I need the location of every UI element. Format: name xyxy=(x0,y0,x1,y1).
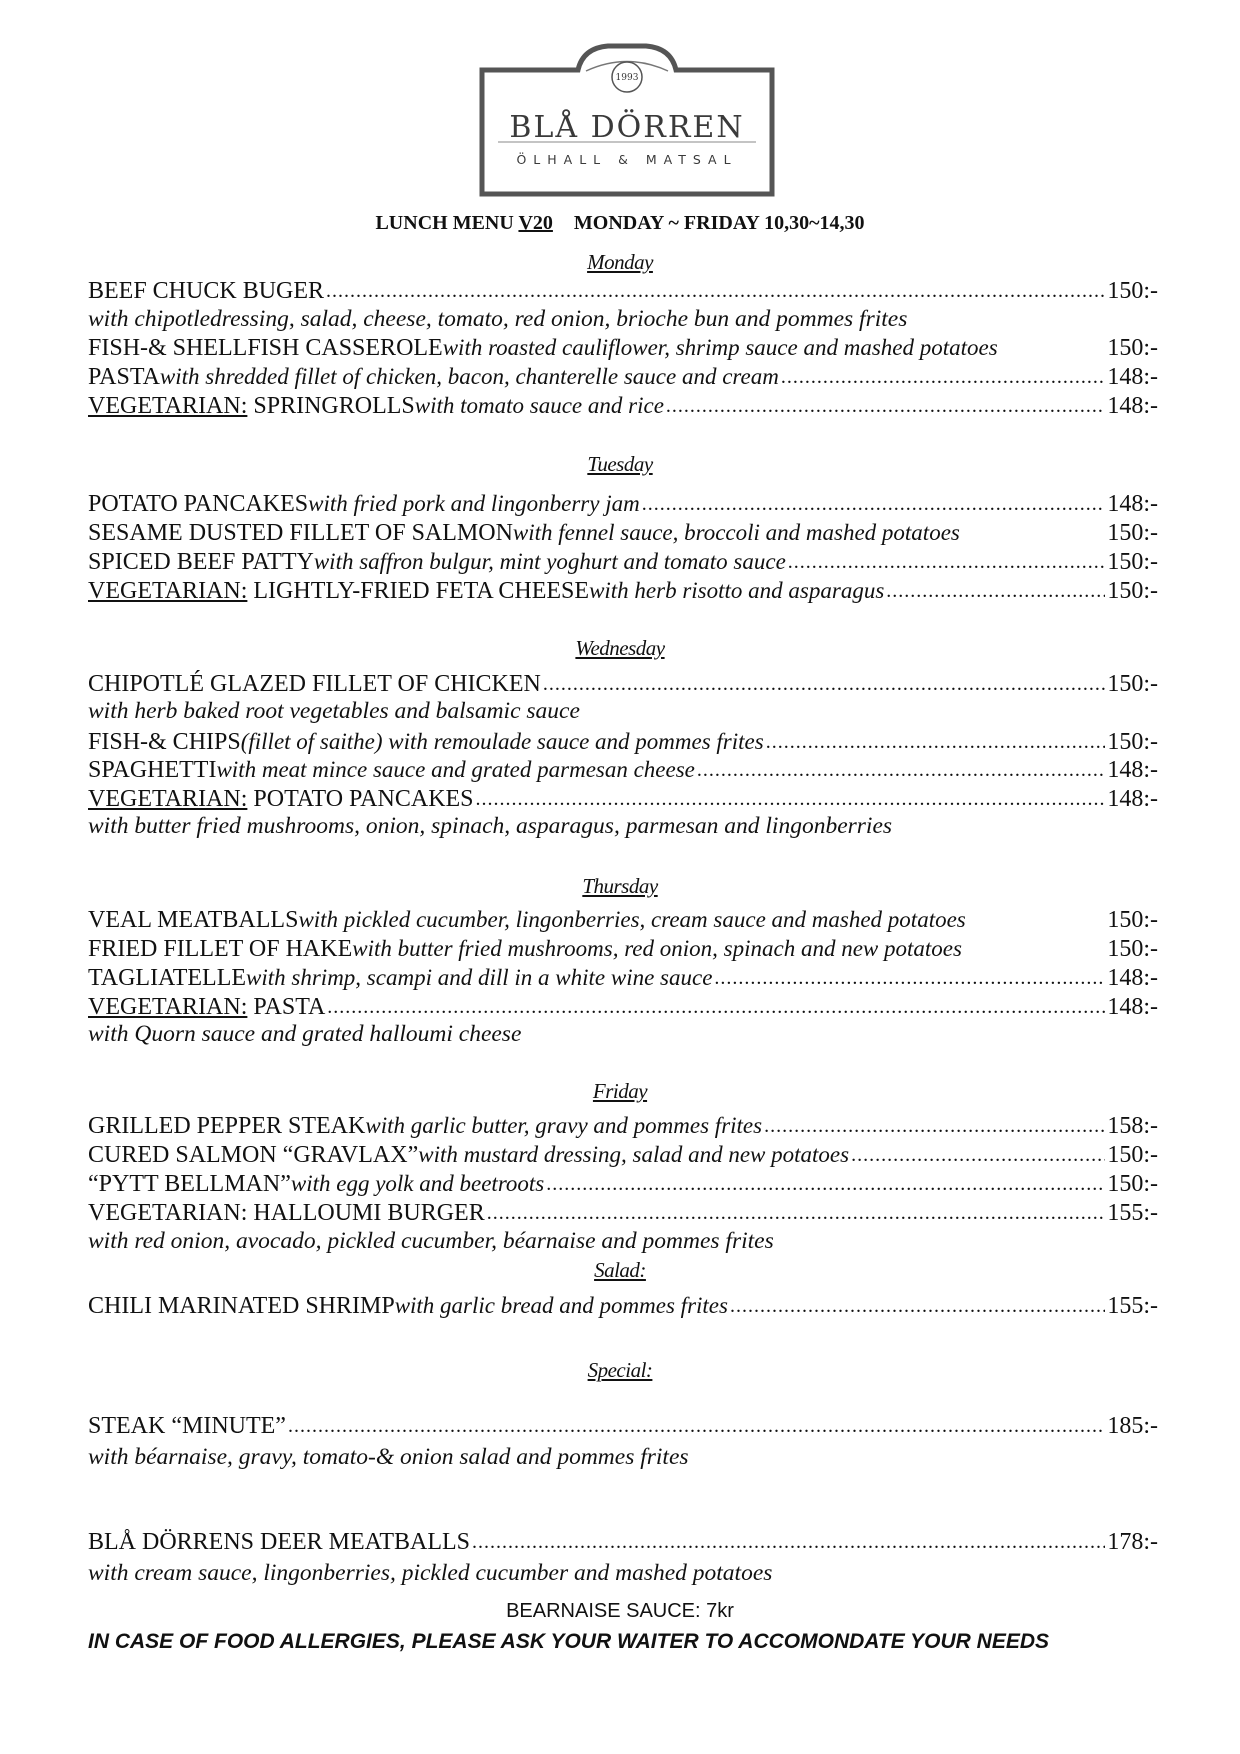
dish-name: CURED SALMON “GRAVLAX” xyxy=(88,1142,419,1168)
menu-item xyxy=(88,575,1158,605)
dish-name: SPAGHETTI xyxy=(88,757,217,783)
dish-name: VEGETARIAN: HALLOUMI BURGER xyxy=(88,1200,485,1226)
dish-name: SPICED BEEF PATTY xyxy=(88,549,314,575)
dish-description: with cream sauce, lingonberries, pickled cucumber and mashed potatoes xyxy=(88,1560,773,1586)
menu-item xyxy=(88,962,1158,992)
menu-schedule: MONDAY ~ FRIDAY 10,30~14,30 xyxy=(573,212,865,234)
dish-description: with roasted cauliflower, shrimp sauce and mashed potatoes xyxy=(442,335,998,360)
logo-year: 1993 xyxy=(615,73,639,83)
menu-item xyxy=(88,488,1158,518)
menu-item xyxy=(88,1168,1158,1198)
dish-price: 150:- xyxy=(1107,671,1158,697)
dish-price: 150:- xyxy=(1107,335,1158,361)
dish-name: PASTA xyxy=(247,994,326,1020)
vegetarian-label: VEGETARIAN: xyxy=(88,786,248,812)
dish-name: CHILI MARINATED SHRIMP xyxy=(88,1293,395,1319)
menu-item xyxy=(88,1110,1158,1140)
dish-name: FRIED FILLET OF HAKE xyxy=(88,936,353,962)
dish-price: 148:- xyxy=(1107,757,1158,783)
dish-name: STEAK “MINUTE” xyxy=(88,1413,286,1439)
dish-name: LIGHTLY-FRIED FETA CHEESE xyxy=(247,578,590,604)
dish-description: with saffron bulgur, mint yoghurt and tomato sauce xyxy=(313,549,786,574)
dish-price: 148:- xyxy=(1107,786,1158,812)
logo-name: BLÅ DÖRREN xyxy=(509,110,745,145)
dish-description: with fried pork and lingonberry jam xyxy=(308,491,640,516)
dish-description: with pickled cucumber, lingonberries, cream sauce and mashed potatoes xyxy=(298,907,966,932)
dish-price: 148:- xyxy=(1107,364,1158,390)
dish-price: 150:- xyxy=(1107,520,1158,546)
dish-description: with meat mince sauce and grated parmesan cheese xyxy=(216,757,695,782)
dish-price: 150:- xyxy=(1107,278,1158,304)
dish-price: 150:- xyxy=(1107,1142,1158,1168)
dish-name: SESAME DUSTED FILLET OF SALMON xyxy=(88,520,513,546)
dish-name: CHIPOTLÉ GLAZED FILLET OF CHICKEN xyxy=(88,671,541,697)
dish-description: with Quorn sauce and grated halloumi cheese xyxy=(88,1021,522,1047)
dish-description: with egg yolk and beetroots xyxy=(290,1171,545,1196)
dish-price: 178:- xyxy=(1107,1529,1158,1555)
section-heading-special: Special: xyxy=(587,1358,653,1382)
dish-price: 150:- xyxy=(1107,578,1158,604)
menu-item xyxy=(88,783,1158,813)
menu-item xyxy=(88,1526,1158,1556)
day-heading-wednesday: Wednesday xyxy=(575,636,665,660)
dish-name: TAGLIATELLE xyxy=(88,965,247,991)
menu-item xyxy=(88,1410,1158,1440)
dish-price: 150:- xyxy=(1107,1171,1158,1197)
allergy-notice: IN CASE OF FOOD ALLERGIES, PLEASE ASK YOUR WAITER TO ACCOMONDATE YOUR NEEDS xyxy=(88,1630,1050,1653)
menu-item xyxy=(88,991,1158,1021)
dish-price: 148:- xyxy=(1107,965,1158,991)
dish-description: with garlic bread and pommes frites xyxy=(394,1293,728,1318)
dish-price: 148:- xyxy=(1107,994,1158,1020)
dish-name: “PYTT BELLMAN” xyxy=(88,1171,291,1197)
section-heading-salad: Salad: xyxy=(594,1258,646,1282)
dish-name: BLÅ DÖRRENS DEER MEATBALLS xyxy=(88,1529,471,1555)
dish-description: with butter fried mushrooms, red onion, spinach and new potatoes xyxy=(352,936,962,961)
dish-price: 148:- xyxy=(1107,491,1158,517)
dish-description: with herb baked root vegetables and balsamic sauce xyxy=(88,698,580,724)
vegetarian-label: VEGETARIAN: xyxy=(88,578,248,604)
logo-subtitle: ÖLHALL & MATSAL xyxy=(516,152,738,167)
dish-price: 150:- xyxy=(1107,549,1158,575)
menu-item xyxy=(88,754,1158,784)
day-heading-monday: Monday xyxy=(587,250,653,274)
menu-item xyxy=(88,546,1158,576)
menu-item xyxy=(88,933,1158,963)
menu-title xyxy=(0,212,1240,235)
vegetarian-label: VEGETARIAN: xyxy=(88,994,248,1020)
day-heading-friday: Friday xyxy=(592,1079,648,1103)
dish-price: 150:- xyxy=(1107,729,1158,755)
menu-item xyxy=(88,332,1158,362)
dish-name: FISH-& CHIPS xyxy=(88,729,241,755)
menu-item xyxy=(88,726,1158,756)
dish-description: with fennel sauce, broccoli and mashed potatoes xyxy=(512,520,960,545)
dish-price: 155:- xyxy=(1107,1293,1158,1319)
dish-name: PASTA xyxy=(88,364,160,390)
day-heading-thursday: Thursday xyxy=(582,874,658,898)
dish-price: 158:- xyxy=(1107,1113,1158,1139)
dish-description: (fillet of saithe) with remoulade sauce and pommes frites xyxy=(240,729,764,754)
dish-name: VEAL MEATBALLS xyxy=(88,907,299,933)
bearnaise-note: BEARNAISE SAUCE: 7kr xyxy=(506,1600,734,1622)
dish-name: GRILLED PEPPER STEAK xyxy=(88,1113,366,1139)
menu-version: V20 xyxy=(518,212,553,234)
dish-description: with garlic butter, gravy and pommes frites xyxy=(365,1113,763,1138)
menu-item xyxy=(88,668,1158,698)
dish-description: with béarnaise, gravy, tomato-& onion salad and pommes frites xyxy=(88,1444,689,1470)
dish-name: FISH-& SHELLFISH CASSEROLE xyxy=(88,335,443,361)
dish-description: with chipotledressing, salad, cheese, tomato, red onion, brioche bun and pommes frites xyxy=(88,306,908,332)
dish-price: 185:- xyxy=(1107,1413,1158,1439)
menu-item xyxy=(88,1197,1158,1227)
dish-name: BEEF CHUCK BUGER xyxy=(88,278,325,304)
dish-description: with shrimp, scampi and dill in a white wine sauce xyxy=(246,965,713,990)
day-heading-tuesday: Tuesday xyxy=(587,452,653,476)
menu-item xyxy=(88,390,1158,420)
dish-name: POTATO PANCAKES xyxy=(88,491,309,517)
dish-name: POTATO PANCAKES xyxy=(247,786,474,812)
menu-item xyxy=(88,1290,1158,1320)
dish-description: with red onion, avocado, pickled cucumber, béarnaise and pommes frites xyxy=(88,1228,774,1254)
restaurant-logo xyxy=(478,40,776,198)
dish-description: with mustard dressing, salad and new potatoes xyxy=(418,1142,850,1167)
dish-price: 148:- xyxy=(1107,393,1158,419)
menu-item xyxy=(88,1139,1158,1169)
dish-description: with tomato sauce and rice xyxy=(414,393,664,418)
dish-name: SPRINGROLLS xyxy=(247,393,415,419)
dish-price: 150:- xyxy=(1107,907,1158,933)
menu-title-prefix: LUNCH MENU xyxy=(375,212,514,234)
menu-item xyxy=(88,275,1158,305)
dish-price: 155:- xyxy=(1107,1200,1158,1226)
dish-description: with butter fried mushrooms, onion, spinach, asparagus, parmesan and lingonberries xyxy=(88,813,893,839)
menu-item xyxy=(88,517,1158,547)
dish-price: 150:- xyxy=(1107,936,1158,962)
dish-description: with shredded fillet of chicken, bacon, chanterelle sauce and cream xyxy=(159,364,779,389)
dish-description: with herb risotto and asparagus xyxy=(589,578,885,603)
vegetarian-label: VEGETARIAN: xyxy=(88,393,248,419)
menu-item xyxy=(88,361,1158,391)
menu-item xyxy=(88,904,1158,934)
